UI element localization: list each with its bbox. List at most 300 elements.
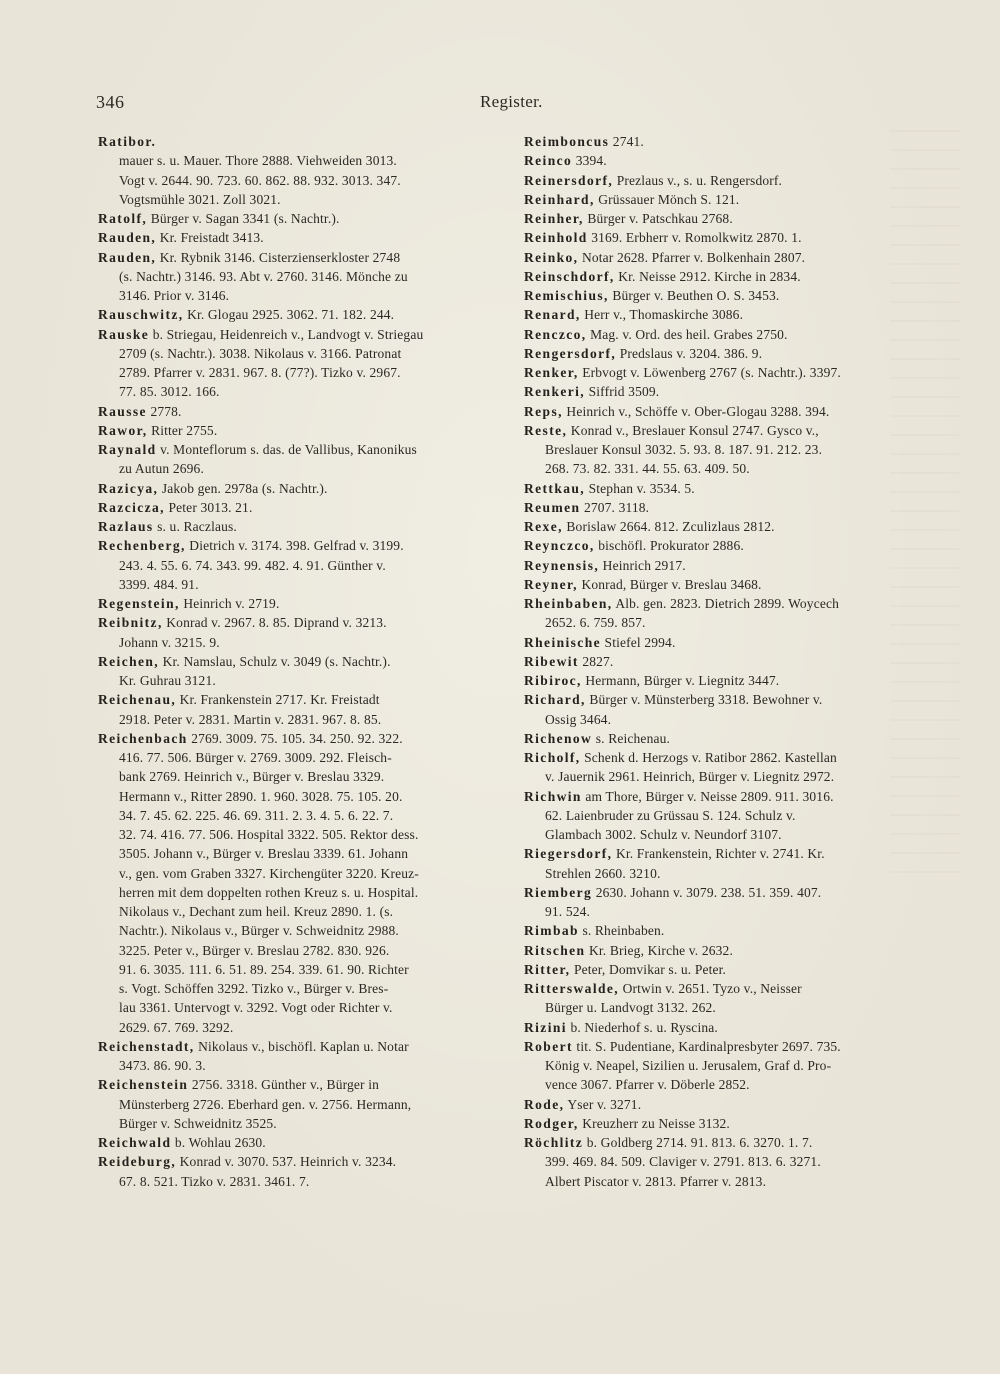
entry-line	[524, 767, 942, 786]
index-entry	[98, 305, 508, 324]
entry-line	[98, 171, 508, 190]
entry-text: 2756. 3318. Günther v., Bürger in	[191, 1077, 380, 1093]
index-entry	[524, 479, 942, 498]
entry-headword: Richenow	[524, 730, 593, 746]
entry-line	[524, 1172, 942, 1191]
index-entry	[98, 151, 508, 209]
entry-text: Konrad v. 3070. 537. Heinrich v. 3234.	[179, 1154, 397, 1170]
entry-line	[98, 1152, 508, 1171]
index-entry	[524, 729, 942, 748]
entry-text: 3146. Prior v. 3146.	[119, 288, 230, 303]
entry-line	[98, 729, 508, 748]
entry-line	[98, 671, 508, 690]
entry-line	[524, 633, 942, 652]
entry-headword: Richard,	[524, 692, 586, 708]
entry-line	[524, 806, 942, 825]
index-entry	[524, 575, 942, 594]
entry-headword: Reumen	[524, 499, 581, 515]
entry-text: 62. Laienbruder zu Grüssau S. 124. Schulz v.	[545, 807, 796, 823]
entry-line	[98, 402, 508, 421]
entry-line	[524, 132, 942, 151]
entry-line	[524, 248, 942, 267]
entry-line	[524, 382, 942, 401]
entry-text: Stephan v. 3534. 5.	[588, 480, 695, 496]
index-entry	[524, 960, 942, 979]
entry-headword: Reimboncus	[524, 134, 610, 149]
entry-text: Heinrich 2917.	[602, 557, 686, 573]
entry-text: Notar 2628. Pfarrer v. Bolkenhain 2807.	[581, 249, 806, 265]
entry-text: Ossig 3464.	[545, 711, 612, 727]
entry-headword: Reinersdorf,	[524, 172, 614, 188]
index-entry	[524, 594, 942, 633]
entry-text: tit. S. Pudentiane, Kardinalpresbyter 2697. 735.	[576, 1038, 841, 1054]
index-entry	[524, 190, 942, 209]
entry-line	[98, 864, 508, 883]
entry-line	[524, 748, 942, 767]
entry-text: b. Wohlau 2630.	[174, 1135, 266, 1150]
entry-line	[98, 1172, 508, 1191]
entry-text: 3394.	[575, 153, 607, 169]
entry-headword: Razlaus	[98, 519, 154, 534]
entry-text: bank 2769. Heinrich v., Bürger v. Breslau 3329.	[119, 769, 385, 785]
entry-headword: Riegersdorf,	[524, 846, 613, 862]
entry-line	[524, 844, 942, 863]
entry-line	[98, 1133, 508, 1152]
entry-headword: Ritter,	[524, 961, 571, 977]
entry-line	[524, 1095, 942, 1114]
entry-line	[98, 228, 508, 247]
entry-line	[98, 440, 508, 459]
entry-text: b. Goldberg 2714. 91. 813. 6. 3270. 1. 7.	[586, 1135, 813, 1150]
entry-text: 3225. Peter v., Bürger v. Breslau 2782. 830. 926.	[119, 942, 390, 958]
entry-line	[524, 1037, 942, 1056]
index-entry	[524, 1114, 942, 1133]
entry-text: 67. 8. 521. Tizko v. 2831. 3461. 7.	[119, 1173, 310, 1189]
index-entry	[524, 652, 942, 671]
entry-headword: Rausse	[98, 403, 147, 419]
entry-headword: Remischius,	[524, 288, 609, 303]
entry-headword: Rauden,	[98, 230, 157, 246]
entry-text: 2630. Johann v. 3079. 238. 51. 359. 407.	[595, 884, 822, 900]
index-entry	[98, 402, 508, 421]
entry-headword: Reinschdorf,	[524, 268, 615, 284]
index-entry	[98, 498, 508, 517]
entry-text: 3505. Johann v., Bürger v. Breslau 3339. 61. Johann	[119, 846, 409, 862]
entry-headword: Reste,	[524, 422, 568, 438]
entry-text: 2769. 3009. 75. 105. 34. 250. 92. 322.	[191, 730, 403, 746]
entry-line	[524, 190, 942, 209]
index-entry	[524, 248, 942, 267]
entry-line	[98, 363, 508, 382]
entry-line	[524, 1075, 942, 1094]
entry-text: zu Autun 2696.	[119, 461, 204, 477]
right-index-column	[524, 132, 942, 1191]
entry-line	[524, 1056, 942, 1075]
index-entry	[524, 1037, 942, 1095]
entry-text: Vogt v. 2644. 90. 723. 60. 862. 88. 932. 3013. 347.	[119, 172, 401, 188]
entry-line	[524, 998, 942, 1017]
index-entry	[524, 267, 942, 286]
entry-headword: Rettkau,	[524, 480, 586, 496]
index-entry	[524, 1095, 942, 1114]
index-entry	[524, 536, 942, 555]
entry-headword: Reyner,	[524, 576, 578, 592]
entry-text: b. Niederhof s. u. Ryscina.	[570, 1019, 718, 1035]
entry-text: (s. Nachtr.) 3146. 93. Abt v. 2760. 3146. Mönche zu	[119, 268, 408, 284]
entry-line	[98, 844, 508, 863]
entry-line	[524, 209, 942, 228]
entry-text: Dietrich v. 3174. 398. Gelfrad v. 3199.	[189, 538, 404, 554]
entry-headword: Razcicza,	[98, 499, 165, 515]
entry-headword: Reinhard,	[524, 191, 595, 207]
entry-line	[524, 1133, 942, 1152]
entry-line	[524, 960, 942, 979]
entry-line	[98, 344, 508, 363]
index-entry	[98, 1037, 508, 1076]
entry-line	[524, 710, 942, 729]
entry-line	[98, 690, 508, 709]
entry-line	[98, 1075, 508, 1094]
index-entry	[98, 421, 508, 440]
entry-line	[524, 1114, 942, 1133]
entry-text: 2707. 3118.	[583, 499, 650, 515]
index-entry	[524, 209, 942, 228]
index-entry	[524, 498, 942, 517]
entry-line	[98, 459, 508, 478]
entry-text: 32. 74. 416. 77. 506. Hospital 3322. 505. Rektor dess.	[119, 827, 419, 842]
index-entry	[524, 402, 942, 421]
entry-line	[98, 325, 508, 344]
entry-line	[524, 286, 942, 305]
entry-text: 416. 77. 506. Bürger v. 2769. 3009. 292. Fleisch-	[119, 750, 392, 765]
index-entry	[524, 151, 942, 170]
entry-headword: Reichenbach	[98, 730, 188, 746]
entry-headword: Ribiroc,	[524, 673, 582, 688]
entry-text: Kr. Neisse 2912. Kirche in 2834.	[618, 268, 801, 284]
entry-line	[98, 1114, 508, 1133]
entry-text: Heinrich v., Schöffe v. Ober-Glogau 3288. 394.	[566, 403, 830, 419]
entry-text: Hermann v., Ritter 2890. 1. 960. 3028. 75. 105. 20.	[119, 788, 403, 804]
entry-text: s. Rheinbaben.	[582, 923, 665, 939]
entry-line	[524, 671, 942, 690]
index-entry	[524, 633, 942, 652]
entry-line	[98, 979, 508, 998]
entry-text: 2827.	[582, 653, 614, 669]
entry-headword: Reibnitz,	[98, 615, 163, 631]
entry-headword: Reichenstadt,	[98, 1038, 195, 1054]
entry-headword: Reichwald	[98, 1135, 172, 1150]
entry-text: b. Striegau, Heidenreich v., Landvogt v. Striegau	[152, 326, 424, 342]
entry-line	[98, 479, 508, 498]
entry-line	[524, 787, 942, 806]
entry-line	[524, 305, 942, 324]
entry-headword: Rodger,	[524, 1115, 579, 1131]
entry-headword: Renkeri,	[524, 384, 586, 400]
entry-line	[98, 248, 508, 267]
entry-text: 243. 4. 55. 6. 74. 343. 99. 482. 4. 91. Günther v.	[119, 557, 386, 573]
entry-text: Nachtr.). Nikolaus v., Bürger v. Schweidnitz 2988.	[119, 923, 399, 939]
entry-text: Konrad v. 2967. 8. 85. Diprand v. 3213.	[166, 615, 387, 631]
entry-line	[98, 421, 508, 440]
entry-text: Bürger v. Schweidnitz 3525.	[119, 1115, 277, 1131]
entry-text: Nikolaus v., bischöfl. Kaplan u. Notar	[198, 1038, 409, 1054]
entry-text: bischöfl. Prokurator 2886.	[598, 538, 744, 554]
index-entry	[524, 382, 942, 401]
index-entry	[98, 652, 508, 691]
entry-headword: Robert	[524, 1038, 573, 1054]
index-entry	[98, 228, 508, 247]
entry-line	[524, 1018, 942, 1037]
running-head: Register.	[480, 92, 543, 111]
index-entry	[524, 171, 942, 190]
entry-text: s. Vogt. Schöffen 3292. Tizko v., Bürger v. Bres-	[119, 981, 389, 996]
index-entry	[98, 440, 508, 479]
entry-headword: Rode,	[524, 1096, 565, 1112]
entry-line	[524, 536, 942, 555]
entry-line	[524, 864, 942, 883]
entry-line	[98, 710, 508, 729]
entry-text: 268. 73. 82. 331. 44. 55. 63. 409. 50.	[545, 461, 750, 477]
entry-line	[524, 575, 942, 594]
entry-text: 399. 469. 84. 509. Claviger v. 2791. 813. 6. 3271.	[545, 1154, 821, 1170]
entry-headword: Reinco	[524, 153, 573, 169]
entry-text: Bürger v. Patschkau 2768.	[587, 211, 733, 226]
entry-text: Stiefel 2994.	[604, 634, 676, 650]
entry-text: Kr. Guhrau 3121.	[119, 673, 216, 688]
entry-headword: Rizini	[524, 1019, 567, 1035]
entry-text: Prezlaus v., s. u. Rengersdorf.	[616, 172, 783, 188]
entry-text: Bürger v. Sagan 3341 (s. Nachtr.).	[150, 211, 340, 226]
index-entry	[524, 421, 942, 479]
index-entry	[524, 787, 942, 845]
entry-line	[524, 498, 942, 517]
entry-text: Hermann, Bürger v. Liegnitz 3447.	[585, 673, 780, 688]
entry-headword: Rechenberg,	[98, 538, 186, 554]
index-entry	[524, 305, 942, 324]
entry-line	[98, 633, 508, 652]
entry-line	[98, 1095, 508, 1114]
index-entry	[524, 748, 942, 787]
entry-line	[98, 517, 508, 536]
entry-line	[524, 690, 942, 709]
entry-line	[524, 228, 942, 247]
index-entry	[524, 1133, 942, 1191]
entry-headword: Reichenau,	[98, 692, 177, 708]
entry-headword: Richwin	[524, 788, 582, 804]
index-entry	[524, 883, 942, 922]
entry-text: Borislaw 2664. 812. Zculizlaus 2812.	[566, 519, 775, 534]
entry-text: Kr. Frankenstein 2717. Kr. Freistadt	[179, 692, 380, 708]
entry-text: Peter 3013. 21.	[168, 499, 253, 515]
entry-text: 2741.	[612, 134, 644, 149]
entry-text: Bürger v. Münsterberg 3318. Bewohner v.	[589, 692, 823, 708]
entry-line	[98, 556, 508, 575]
index-entry	[98, 1075, 508, 1133]
page-header	[96, 92, 940, 116]
entry-line	[524, 652, 942, 671]
entry-text: 2789. Pfarrer v. 2831. 967. 8. (77?). Tizko v. 2967.	[119, 365, 401, 380]
entry-text: 3169. Erbherr v. Romolkwitz 2870. 1.	[591, 230, 802, 246]
entry-headword: Renczco,	[524, 326, 587, 342]
index-entry	[524, 556, 942, 575]
entry-text: s. Reichenau.	[595, 730, 671, 746]
entry-text: s. u. Raczlaus.	[157, 519, 237, 534]
entry-text: vence 3067. Pfarrer v. Döberle 2852.	[545, 1077, 750, 1093]
entry-line	[524, 171, 942, 190]
entry-line	[98, 190, 508, 209]
index-entry	[524, 844, 942, 883]
index-entry	[524, 690, 942, 729]
entry-line	[524, 402, 942, 421]
entry-text: Peter, Domvikar s. u. Peter.	[573, 961, 727, 977]
entry-line	[98, 286, 508, 305]
entry-headword: Ratolf,	[98, 211, 148, 226]
left-index-column	[98, 132, 508, 1191]
index-entry	[524, 517, 942, 536]
entry-text: v. Jauernik 2961. Heinrich, Bürger v. Liegnitz 2972.	[545, 769, 835, 785]
entry-line	[98, 825, 508, 844]
entry-headword: Rawor,	[98, 422, 148, 438]
entry-line	[524, 941, 942, 960]
entry-line	[524, 1152, 942, 1171]
entry-headword: Reps,	[524, 403, 563, 419]
entry-text: Konrad v., Breslauer Konsul 2747. Gysco v.,	[570, 422, 819, 438]
entry-line	[524, 151, 942, 170]
index-entry	[98, 1133, 508, 1152]
entry-headword: Ritterswalde,	[524, 981, 620, 996]
entry-line	[524, 267, 942, 286]
entry-text: 2778.	[150, 403, 182, 419]
entry-headword: Razicya,	[98, 480, 159, 496]
entry-text: Kr. Glogau 2925. 3062. 71. 182. 244.	[187, 307, 395, 323]
entry-text: Yser v. 3271.	[567, 1096, 642, 1112]
entry-text: Johann v. 3215. 9.	[119, 634, 220, 650]
index-entry	[98, 132, 508, 151]
entry-text: Jakob gen. 2978a (s. Nachtr.).	[161, 480, 328, 496]
entry-text: 34. 7. 45. 62. 225. 46. 69. 311. 2. 3. 4. 5. 6. 22. 7.	[119, 807, 394, 823]
entry-text: am Thore, Bürger v. Neisse 2809. 911. 3016.	[585, 788, 834, 804]
entry-text: 91. 524.	[545, 904, 591, 919]
entry-line	[524, 459, 942, 478]
index-entry	[98, 248, 508, 306]
index-entry	[98, 536, 508, 594]
entry-text: lau 3361. Untervogt v. 3292. Vogt oder Richter v.	[119, 1000, 393, 1016]
entry-line	[524, 325, 942, 344]
entry-text: 2918. Peter v. 2831. Martin v. 2831. 967. 8. 85.	[119, 711, 382, 727]
entry-line	[98, 767, 508, 786]
index-entry	[524, 344, 942, 363]
entry-line	[524, 825, 942, 844]
entry-line	[524, 902, 942, 921]
entry-text: Konrad, Bürger v. Breslau 3468.	[581, 576, 762, 592]
entry-headword: Ratibor.	[98, 134, 157, 149]
entry-text: 77. 85. 3012. 166.	[119, 384, 220, 400]
index-entry	[524, 228, 942, 247]
entry-headword: Reichen,	[98, 653, 160, 669]
entry-text: 2652. 6. 759. 857.	[545, 615, 646, 631]
entry-text: Grüssauer Mönch S. 121.	[598, 191, 740, 207]
entry-text: Siffrid 3509.	[588, 384, 660, 400]
index-entry	[98, 1152, 508, 1191]
entry-line	[98, 498, 508, 517]
entry-headword: Reideburg,	[98, 1154, 177, 1170]
index-entry	[524, 325, 942, 344]
entry-line	[524, 363, 942, 382]
entry-headword: Regenstein,	[98, 596, 180, 611]
entry-text: Albert Piscator v. 2813. Pfarrer v. 2813.	[545, 1173, 767, 1189]
entry-line	[98, 575, 508, 594]
entry-line	[98, 209, 508, 228]
index-entry	[524, 286, 942, 305]
entry-text: v. Monteflorum s. das. de Vallibus, Kanonikus	[160, 442, 417, 457]
entry-text: 91. 6. 3035. 111. 6. 51. 89. 254. 339. 61. 90. Richter	[119, 961, 409, 977]
entry-line	[524, 517, 942, 536]
entry-text: Breslauer Konsul 3032. 5. 93. 8. 187. 91. 212. 23.	[545, 442, 823, 457]
entry-text: Ortwin v. 2651. Tyzo v., Neisser	[622, 981, 802, 996]
entry-line	[98, 382, 508, 401]
entry-text: Nikolaus v., Dechant zum heil. Kreuz 2890. 1. (s.	[119, 904, 394, 919]
entry-line	[524, 979, 942, 998]
index-entry	[524, 941, 942, 960]
entry-text: Kr. Frankenstein, Richter v. 2741. Kr.	[615, 846, 825, 862]
index-entry	[524, 921, 942, 940]
entry-headword: Reichenstein	[98, 1077, 189, 1093]
entry-line	[98, 594, 508, 613]
entry-line	[98, 883, 508, 902]
index-entry	[524, 363, 942, 382]
entry-line	[98, 1018, 508, 1037]
entry-headword: Reynensis,	[524, 557, 600, 573]
entry-text: 3473. 86. 90. 3.	[119, 1058, 206, 1073]
entry-text: Kr. Brieg, Kirche v. 2632.	[588, 942, 733, 958]
entry-headword: Reinko,	[524, 249, 579, 265]
index-entry	[98, 690, 508, 729]
entry-text: Alb. gen. 2823. Dietrich 2899. Woycech	[615, 596, 840, 611]
entry-line	[98, 998, 508, 1017]
entry-text: Münsterberg 2726. Eberhard gen. v. 2756. Hermann,	[119, 1096, 412, 1112]
entry-headword: Rheinbaben,	[524, 596, 613, 611]
entry-headword: Riemberg	[524, 884, 593, 900]
entry-text: 2709 (s. Nachtr.). 3038. Nikolaus v. 3166. Patronat	[119, 345, 402, 361]
entry-line	[524, 594, 942, 613]
entry-headword: Reinher,	[524, 211, 584, 226]
entry-text: Kr. Freistadt 3413.	[159, 230, 264, 246]
entry-headword: Rengersdorf,	[524, 345, 617, 361]
entry-text: Predslaus v. 3204. 386. 9.	[619, 345, 763, 361]
index-entry	[98, 325, 508, 402]
entry-headword: Rauschwitz,	[98, 307, 184, 323]
entry-headword: Renard,	[524, 307, 581, 323]
entry-text: herren mit dem doppelten rothen Kreuz s. u. Hospital.	[119, 884, 419, 900]
entry-text: Herr v., Thomaskirche 3086.	[584, 307, 744, 323]
entry-headword: Reinhold	[524, 230, 588, 246]
entry-line	[98, 652, 508, 671]
entry-headword: Röchlitz	[524, 1135, 584, 1150]
index-entry	[98, 479, 508, 498]
entry-line	[98, 151, 508, 170]
entry-line	[524, 883, 942, 902]
index-entry	[98, 613, 508, 652]
entry-line	[98, 267, 508, 286]
entry-text: Ritter 2755.	[151, 422, 218, 438]
entry-line	[524, 421, 942, 440]
page-number: 346	[96, 92, 125, 112]
entry-line	[524, 556, 942, 575]
entry-headword: Raynald	[98, 442, 157, 457]
entry-text: 3399. 484. 91.	[119, 576, 199, 592]
entry-text: Kreuzherr zu Neisse 3132.	[582, 1115, 730, 1131]
entry-headword: Rimbab	[524, 923, 579, 939]
